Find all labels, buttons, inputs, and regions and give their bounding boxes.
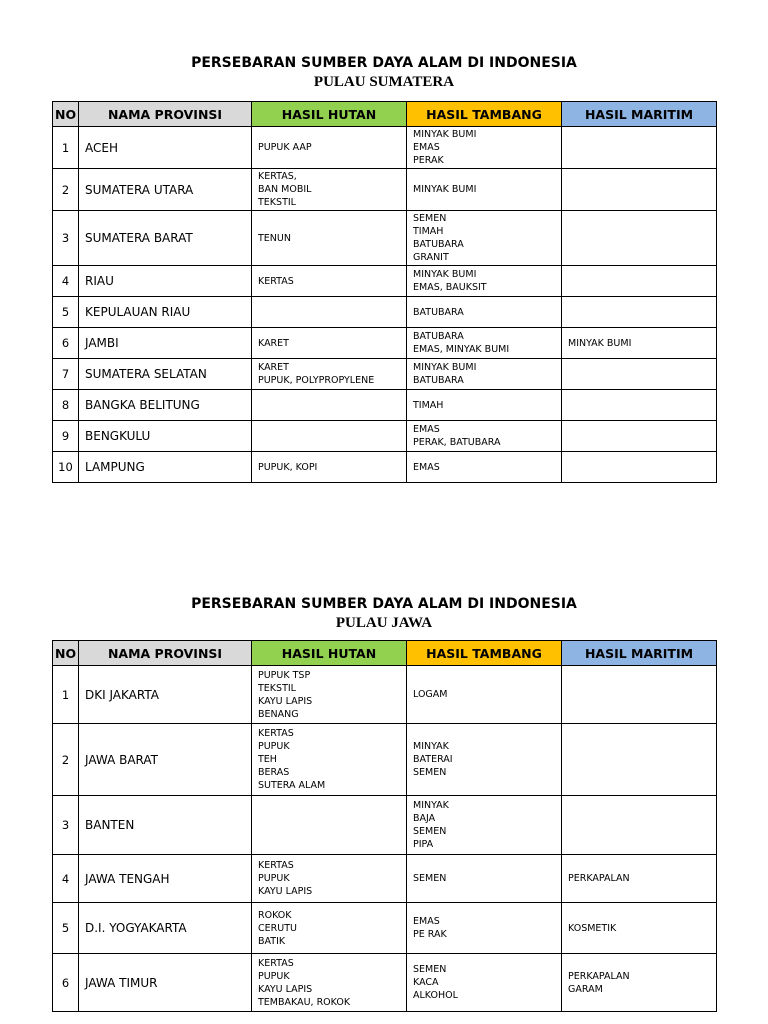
cell-province: SUMATERA BARAT [79,211,252,266]
cell-province: BENGKULU [79,421,252,452]
table-row [53,169,717,211]
table-header-row [53,102,717,127]
cell-forest: ROKOK CERUTU BATIK [252,903,407,954]
cell-province: JAMBI [79,328,252,359]
header-maritime: HASIL MARITIM [562,641,717,666]
section-title: PERSEBARAN SUMBER DAYA ALAM DI INDONESIA [191,596,577,612]
cell-no: 5 [53,297,79,328]
cell-no: 4 [53,855,79,903]
cell-maritime [562,297,717,328]
cell-forest [252,796,407,855]
cell-mining: EMAS [407,452,562,483]
cell-no: 3 [53,211,79,266]
cell-province: SUMATERA SELATAN [79,359,252,390]
cell-maritime [562,359,717,390]
cell-no: 6 [53,954,79,1012]
cell-forest: PUPUK, KOPI [252,452,407,483]
cell-province: LAMPUNG [79,452,252,483]
cell-maritime [562,724,717,796]
cell-forest [252,421,407,452]
cell-mining: MINYAK BUMI BATUBARA [407,359,562,390]
cell-mining: TIMAH [407,390,562,421]
table-row [53,390,717,421]
table-row [53,452,717,483]
table-row [53,954,717,1012]
table-header-row [53,641,717,666]
table-row [53,266,717,297]
cell-province: SUMATERA UTARA [79,169,252,211]
cell-maritime: KOSMETIK [562,903,717,954]
cell-no: 2 [53,169,79,211]
cell-mining: EMAS PE RAK [407,903,562,954]
section-subtitle: PULAU SUMATERA [313,74,455,90]
cell-province: KEPULAUAN RIAU [79,297,252,328]
cell-forest: KERTAS PUPUK KAYU LAPIS TEMBAKAU, ROKOK [252,954,407,1012]
cell-no: 7 [53,359,79,390]
header-maritime: HASIL MARITIM [562,102,717,127]
table-row [53,328,717,359]
cell-no: 6 [53,328,79,359]
cell-mining: SEMEN TIMAH BATUBARA GRANIT [407,211,562,266]
cell-no: 8 [53,390,79,421]
cell-province: ACEH [79,127,252,169]
cell-mining: LOGAM [407,666,562,724]
cell-no: 1 [53,666,79,724]
cell-mining: MINYAK BUMI EMAS, BAUKSIT [407,266,562,297]
cell-mining: BATUBARA [407,297,562,328]
table-row [53,359,717,390]
cell-mining: MINYAK BAJA SEMEN PIPA [407,796,562,855]
cell-province: BANTEN [79,796,252,855]
cell-mining: SEMEN KACA ALKOHOL [407,954,562,1012]
cell-no: 9 [53,421,79,452]
cell-maritime: PERKAPALAN GARAM [562,954,717,1012]
table-row [53,297,717,328]
cell-no: 5 [53,903,79,954]
cell-forest [252,297,407,328]
cell-province: JAWA BARAT [79,724,252,796]
cell-forest: KARET [252,328,407,359]
cell-maritime [562,390,717,421]
header-mining: HASIL TAMBANG [407,641,562,666]
cell-province: D.I. YOGYAKARTA [79,903,252,954]
cell-no: 1 [53,127,79,169]
cell-mining: MINYAK BATERAI SEMEN [407,724,562,796]
cell-no: 4 [53,266,79,297]
table-row [53,127,717,169]
table-row [53,211,717,266]
cell-forest: PUPUK AAP [252,127,407,169]
cell-maritime: PERKAPALAN [562,855,717,903]
cell-forest: TENUN [252,211,407,266]
cell-no: 3 [53,796,79,855]
cell-no: 10 [53,452,79,483]
cell-maritime: MINYAK BUMI [562,328,717,359]
table-row [53,796,717,855]
cell-forest: KERTAS PUPUK TEH BERAS SUTERA ALAM [252,724,407,796]
section-sumatera [0,54,768,92]
cell-no: 2 [53,724,79,796]
cell-maritime [562,666,717,724]
table-jawa [52,640,717,1012]
header-no: NO [53,641,79,666]
table-row [53,903,717,954]
table-sumatera [52,101,717,483]
cell-mining: EMAS PERAK, BATUBARA [407,421,562,452]
cell-maritime [562,211,717,266]
table-row [53,666,717,724]
cell-province: RIAU [79,266,252,297]
cell-province: BANGKA BELITUNG [79,390,252,421]
header-province: NAMA PROVINSI [79,102,252,127]
cell-maritime [562,266,717,297]
section-jawa [0,595,768,633]
cell-province: JAWA TIMUR [79,954,252,1012]
cell-mining: SEMEN [407,855,562,903]
table-row [53,855,717,903]
header-forest: HASIL HUTAN [252,102,407,127]
section-subtitle: PULAU JAWA [335,615,433,631]
header-province: NAMA PROVINSI [79,641,252,666]
cell-maritime [562,127,717,169]
cell-forest: KERTAS, BAN MOBIL TEKSTIL [252,169,407,211]
cell-forest: KERTAS [252,266,407,297]
cell-mining: MINYAK BUMI EMAS PERAK [407,127,562,169]
table-row [53,421,717,452]
cell-mining: BATUBARA EMAS, MINYAK BUMI [407,328,562,359]
cell-mining: MINYAK BUMI [407,169,562,211]
header-no: NO [53,102,79,127]
section-title: PERSEBARAN SUMBER DAYA ALAM DI INDONESIA [191,55,577,71]
cell-forest [252,390,407,421]
cell-forest: KARET PUPUK, POLYPROPYLENE [252,359,407,390]
cell-province: JAWA TENGAH [79,855,252,903]
cell-maritime [562,796,717,855]
cell-forest: KERTAS PUPUK KAYU LAPIS [252,855,407,903]
cell-maritime [562,452,717,483]
table-row [53,724,717,796]
header-mining: HASIL TAMBANG [407,102,562,127]
cell-maritime [562,421,717,452]
cell-province: DKI JAKARTA [79,666,252,724]
cell-maritime [562,169,717,211]
cell-forest: PUPUK TSP TEKSTIL KAYU LAPIS BENANG [252,666,407,724]
header-forest: HASIL HUTAN [252,641,407,666]
